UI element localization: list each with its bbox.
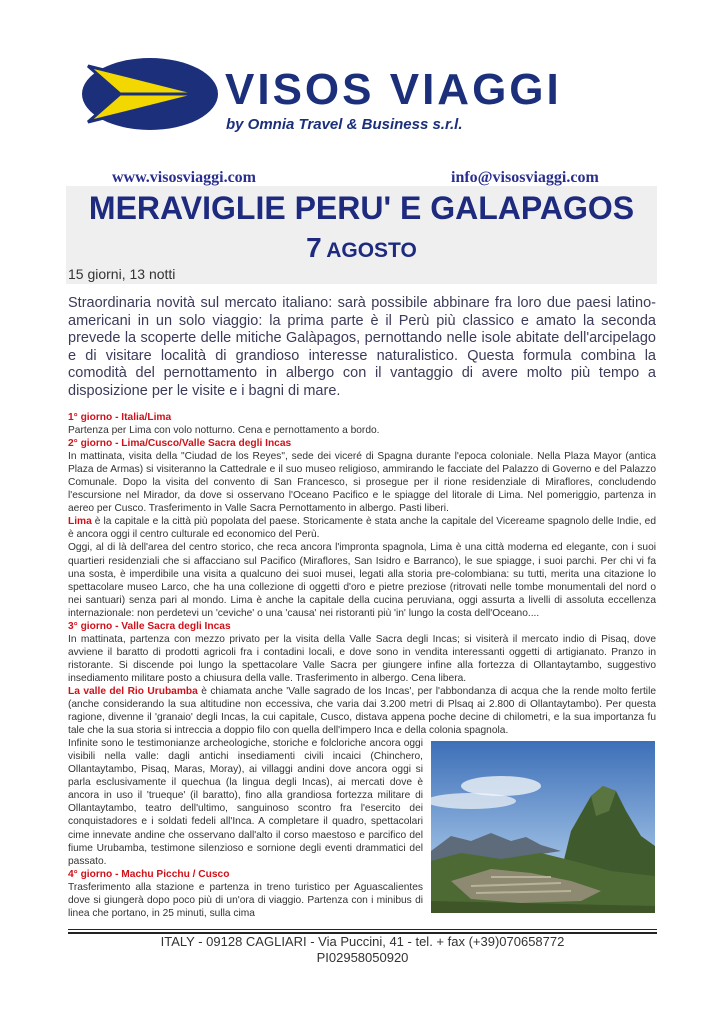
valle-text: è chiamata anche 'Valle sagrado de los Incas', per l'abbondanza di acqua che la rende molto fertile (anche considerando la sua altitudine non eccessiva, che varia dai 3.200 metri di Plsaq ai 2.800 di Ollantaytambo). Per questa ragione, divenne il 'granaio' degli Incas, la cui capitale, Cusco, distava appena poche decine di chilometri, e la sua importanza fu tale che la sua storia si intreccia a doppio filo con quella dell'impero Inca e della colonia spagnola. bbox=[68, 685, 656, 737]
day3-title: 3° giorno - Valle Sacra degli Incas bbox=[68, 620, 231, 632]
date-month: AGOSTO bbox=[326, 239, 417, 262]
day4-text: Trasferimento alla stazione e partenza in treno turistico per Aguascalientes dove si giungerà dopo poco più di un'ora di viaggio. Partenza con i minibus di linea che portano, in 25 minuti, sulla cima bbox=[68, 881, 423, 919]
day2-text: In mattinata, visita della "Ciudad de los Reyes", sede dei viceré di Spagna durante l'epoca coloniale. Nella Plaza Mayor (antica Plaza de Armas) si visiteranno la Cattedrale e il suo museo religioso, ammirando le facciate del Palazzo di Governo e del Palazzo Comunale. Dopo la visita del convento di San Francesco, si prosegue per il rione residenziale di Miraflores, concludendo l'escursione nel Mirador, da dove si osservano l'Oceano Pacifico e le spiagge del litorale di Lima. Nel pomeriggio, partenza in aereo per Cusco. Trasferimento in Valle Sacra Pernottamento in albergo. Pasti liberi. bbox=[68, 451, 656, 515]
website-link[interactable]: www.visosviaggi.com bbox=[112, 169, 256, 186]
lima-label: Lima bbox=[68, 516, 92, 528]
machu-picchu-photo bbox=[431, 741, 655, 913]
lima-paragraph bbox=[68, 515, 656, 541]
day2-title: 2° giorno - Lima/Cusco/Valle Sacra degli Incas bbox=[68, 438, 292, 450]
visos-viaggi-logo-icon bbox=[80, 56, 220, 132]
page-title: MERAVIGLIE PERU' E GALAPAGOS bbox=[88, 190, 635, 226]
day1-text: Partenza per Lima con volo notturno. Cena e pernottamento a bordo. bbox=[68, 425, 380, 437]
day3-text: In mattinata, partenza con mezzo privato per la visita della Valle Sacra degli Incas; si visiterà il mercato indio di Pisaq, dove avviene il baratto di prodotti agricoli fra i contadini locali, e dove sono in vendita interessanti oggetti di artigianato. Pranzo in ristorante. Si discende poi lungo la spettacolare Valle Sacra per giungere infine alla fortezza di Ollantaytambo, suggestivo insediamento militare posto a chiusura della valle. Trasferimento in albergo. Cena libera. bbox=[68, 633, 656, 684]
footer-address: ITALY - 09128 CAGLIARI - Via Puccini, 41 - tel. + fax (+39)070658772 bbox=[160, 934, 565, 949]
brand-subtitle: by Omnia Travel & Business s.r.l. bbox=[226, 116, 463, 133]
day1-title: 1° giorno - Italia/Lima bbox=[68, 412, 172, 423]
valle-text-2: Infinite sono le testimonianze archeologiche, storiche e folcloriche ancora oggi visibili nella valle: dagli antichi insediamenti civili incaici (Chinchero, Ollantaytambo, Pisaq, Maras, Moray), ai villaggi andini dove ancora oggi si parla esclusivamente il quechua (la lingua degli Incas), ai mercati dove è ancora in uso il 'trueque' (il baratto), fino alla grandiosa fortezza militare di Ollantaytambo, teatro dell'ultimo, sanguinoso scontro fra l'esercito dei conquistadores e i soldati fedeli all'Inca. A completare il quadro, spettacolari cime innevate andine che osservano dall'alto il corso maestoso e parcifico del fiume Urubamba, testimone silenzioso e sornione degli eventi drammatici del passato. bbox=[68, 738, 423, 867]
valle-label: La valle del Rio Urubamba bbox=[68, 685, 198, 697]
lima-text: è la capitale e la città più popolata del paese. Storicamente è stata anche la capitale del Vicereame spagnolo delle Indie, ed è ancora oggi il centro culturale ed economico del Perù. bbox=[68, 516, 656, 541]
email-link[interactable]: info@visosviaggi.com bbox=[451, 169, 599, 186]
date-day: 7 bbox=[306, 232, 322, 263]
lima-text-2: Oggi, al di là dell'area del centro storico, che reca ancora l'impronta spagnola, Lima è una città moderna ed elegante, con i suoi quartieri residenziali che si affacciano sul Pacifico (Miraflores, San Isidro e Barranco), le sue spiagge, i suoi parchi. Per chi vi fa una sosta, è imperdibile una visita a qualcuno dei suoi musei, legati alla storia pre-colombiana: su tutti, merita una citazione lo spettacolare museo Larco, che ha una collezione di oggetti d'oro e pietre preziose (ritrovati nelle tombe monumentali del nord o nei santuari) senza pari al mondo. Lima è anche la capitale della cucina peruviana, oggi assurta a livelli di assoluta eccellenza internazionale: non perdetevi un 'ceviche' o una 'causa' nei ristoranti più 'in' lungo la costa dell'Oceano.... bbox=[68, 542, 656, 619]
trip-duration: 15 giorni, 13 notti bbox=[68, 266, 176, 282]
departure-date bbox=[66, 232, 657, 264]
valle-paragraph bbox=[68, 685, 656, 737]
brand-name: VISOS VIAGGI bbox=[225, 65, 562, 114]
intro-paragraph: Straordinaria novità sul mercato italiano: sarà possibile abbinare fra loro due paesi latino-americani in un solo viaggio: la prima parte è il Perù più classico e amato la seconda prevede la scoperte delle mitiche Galàpagos, pernottando nelle isole abitate dell'arcipelago e di visitare località di grandioso interesse naturalistico. Questa formula combina la comodità del pernottamento in albergo con il vantaggio di avere molto più tempo a disposizione per le visite e i bagni di mare. bbox=[68, 295, 656, 399]
footer-vat-number: PI02958050920 bbox=[316, 950, 409, 965]
footer-divider bbox=[68, 929, 657, 930]
day4-title: 4° giorno - Machu Picchu / Cusco bbox=[68, 868, 230, 880]
